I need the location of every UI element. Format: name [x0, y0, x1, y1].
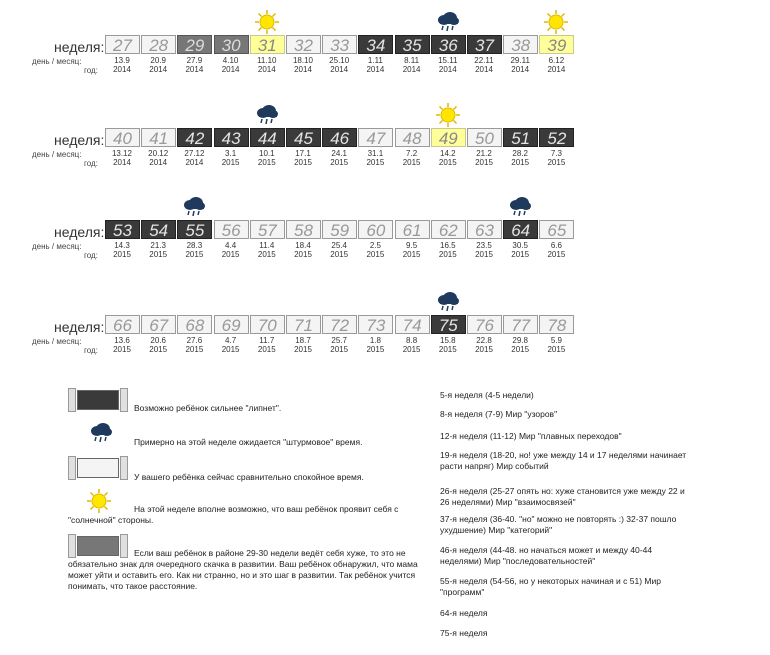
week-cell-44: 44	[250, 128, 285, 147]
milestone-item: 12-я неделя (11-12) Мир "плавных переходов"	[440, 431, 622, 441]
date-year: 2015	[149, 250, 168, 259]
storm-cloud-icon	[181, 194, 207, 220]
week-label: неделя:	[54, 39, 105, 55]
week-date	[249, 56, 285, 74]
week-date	[430, 241, 466, 259]
day-month-label: день / месяц:	[32, 57, 82, 66]
storm-cloud-icon	[88, 420, 114, 446]
date-year: 2014	[113, 65, 131, 74]
week-cell-38: 38	[503, 35, 538, 54]
week-cell-30: 30	[214, 35, 249, 54]
week-cell-62: 62	[431, 220, 466, 239]
date-year: 2014	[149, 158, 168, 167]
date-day-month: 18.7	[295, 336, 311, 345]
date-day-month: 5.9	[550, 336, 562, 345]
week-date	[104, 56, 140, 74]
date-year: 2014	[475, 65, 493, 74]
week-cell-33: 33	[322, 35, 357, 54]
week-cell-52: 52	[539, 128, 574, 147]
week-date	[176, 336, 212, 354]
sun-icon	[254, 9, 280, 35]
week-date	[466, 149, 502, 167]
legend-text-light: У вашего ребёнка сейчас сравнительно спокойное время.	[134, 472, 364, 482]
date-year: 2015	[257, 250, 276, 259]
week-date	[394, 241, 430, 259]
week-cell-57: 57	[250, 220, 285, 239]
day-month-label: день / месяц:	[32, 337, 82, 346]
week-date	[357, 241, 393, 259]
week-cell-78: 78	[539, 315, 574, 334]
legend-text-dark: Возможно ребёнок сильнее "липнет".	[134, 403, 282, 413]
date-year: 2015	[475, 250, 493, 259]
date-day-month: 15.8	[440, 336, 456, 345]
week-cell-74: 74	[395, 315, 430, 334]
week-cell-63: 63	[467, 220, 502, 239]
milestone-item: 37-я неделя (36-40. "но" можно не повторять :) 32-37 пошло ухудшение) Мир "категорий"	[440, 514, 677, 535]
week-date	[213, 336, 249, 354]
week-cell-50: 50	[467, 128, 502, 147]
week-cell-64: 64	[503, 220, 538, 239]
date-day-month: 13.6	[114, 336, 130, 345]
week-cell-70: 70	[250, 315, 285, 334]
week-date	[249, 241, 285, 259]
week-cell-46: 46	[322, 128, 357, 147]
date-day-month: 1.8	[369, 336, 381, 345]
date-day-month: 20.6	[150, 336, 166, 345]
swatch-body	[77, 390, 119, 410]
week-date	[213, 56, 249, 74]
week-date	[176, 149, 212, 167]
date-year: 2015	[547, 250, 566, 259]
storm-cloud-icon	[507, 194, 533, 220]
week-date	[538, 56, 574, 74]
week-date	[394, 56, 430, 74]
date-day-month: 28.3	[186, 241, 203, 250]
date-day-month: 14.3	[114, 241, 130, 250]
date-year: 2014	[366, 65, 385, 74]
milestone-item: 75-я неделя	[440, 628, 488, 638]
week-cell-49: 49	[431, 128, 466, 147]
legend-text-storm: Примерно на этой неделе ожидается "штурмовое" время.	[134, 437, 363, 447]
week-date	[357, 336, 393, 354]
week-cell-68: 68	[177, 315, 212, 334]
week-date	[104, 149, 140, 167]
week-cell-54: 54	[141, 220, 176, 239]
year-label: год:	[84, 251, 98, 260]
week-cell-42: 42	[177, 128, 212, 147]
week-date	[213, 241, 249, 259]
week-cell-37: 37	[467, 35, 502, 54]
week-date	[249, 336, 285, 354]
week-date	[321, 149, 357, 167]
date-day-month: 25.4	[331, 241, 347, 250]
date-year: 2015	[221, 345, 240, 354]
date-day-month: 16.5	[440, 241, 456, 250]
week-cell-51: 51	[503, 128, 538, 147]
milestone-item: 55-я неделя (54-56, но у некоторых начиная и с 51) Мир "программ"	[440, 576, 661, 597]
date-day-month: 6.6	[550, 241, 562, 250]
week-cell-67: 67	[141, 315, 176, 334]
week-cell-72: 72	[322, 315, 357, 334]
date-day-month: 27.12	[184, 149, 205, 158]
year-label: год:	[84, 66, 98, 75]
date-day-month: 30.5	[512, 241, 528, 250]
date-year: 2014	[547, 65, 566, 74]
week-date	[394, 149, 430, 167]
storm-cloud-icon	[435, 289, 461, 315]
date-year: 2014	[149, 65, 168, 74]
date-year: 2015	[402, 158, 421, 167]
week-label: неделя:	[54, 132, 105, 148]
week-date	[104, 336, 140, 354]
legend-swatch-light	[68, 456, 128, 480]
milestone-item: 19-я неделя (18-20, но! уже между 14 и 17 неделями начинает расти напряг) Мир событий	[440, 450, 687, 471]
week-date	[466, 56, 502, 74]
date-year: 2015	[511, 345, 530, 354]
week-date	[357, 149, 393, 167]
week-date	[357, 56, 393, 74]
date-day-month: 4.4	[225, 241, 237, 250]
year-label: год:	[84, 159, 98, 168]
swatch-body	[77, 458, 119, 478]
date-year: 2014	[511, 65, 530, 74]
date-year: 2015	[511, 250, 530, 259]
date-day-month: 8.11	[404, 56, 420, 65]
week-cell-58: 58	[286, 220, 321, 239]
legend-swatch-dark	[68, 388, 128, 412]
week-date	[249, 149, 285, 167]
week-date	[285, 336, 321, 354]
milestone-item: 46-я неделя (44-48. но начаться может и между 40-44 неделями) Мир "последовательностей"	[440, 545, 653, 566]
date-year: 2015	[257, 345, 276, 354]
week-cell-76: 76	[467, 315, 502, 334]
week-date	[538, 241, 574, 259]
week-cell-73: 73	[358, 315, 393, 334]
week-cell-29: 29	[177, 35, 212, 54]
date-year: 2014	[221, 65, 240, 74]
sun-icon	[543, 9, 569, 35]
week-cell-28: 28	[141, 35, 176, 54]
date-year: 2015	[475, 158, 493, 167]
date-year: 2015	[330, 250, 349, 259]
week-date	[321, 241, 357, 259]
date-year: 2015	[221, 158, 240, 167]
week-date	[176, 56, 212, 74]
date-year: 2014	[330, 65, 349, 74]
legend-text-mid: Если ваш ребёнок в районе 29-30 недели ведёт себя хуже, то это не обязательно знак для очередного скачка в развитии. Ваш ребёнок обнаружил, что мама может уйти и оставить его. Как ни странно, но и это шаг в развитии. Так ребёнок учится понимать, что такое расстояние.	[68, 548, 418, 591]
date-day-month: 15.11	[438, 56, 458, 65]
date-year: 2015	[366, 250, 385, 259]
date-year: 2015	[257, 158, 276, 167]
date-day-month: 22.8	[476, 336, 492, 345]
week-cell-69: 69	[214, 315, 249, 334]
date-day-month: 13.12	[111, 149, 133, 158]
week-date	[140, 241, 176, 259]
date-year: 2015	[185, 345, 204, 354]
date-year: 2015	[149, 345, 168, 354]
swatch-frame-right	[120, 388, 128, 412]
week-label: неделя:	[54, 224, 105, 240]
date-day-month: 1.11	[367, 56, 383, 65]
date-year: 2015	[475, 345, 493, 354]
week-cell-34: 34	[358, 35, 393, 54]
week-date	[502, 336, 538, 354]
year-label: год:	[84, 346, 98, 355]
date-day-month: 25.7	[331, 336, 347, 345]
week-date	[538, 149, 574, 167]
milestone-item: 64-я неделя	[440, 608, 488, 618]
week-cell-60: 60	[358, 220, 393, 239]
date-year: 2015	[294, 250, 312, 259]
date-day-month: 29.11	[510, 56, 530, 65]
date-day-month: 2.5	[369, 241, 381, 250]
date-day-month: 31.1	[367, 149, 384, 158]
date-year: 2014	[185, 65, 204, 74]
date-year: 2015	[547, 158, 566, 167]
week-date	[502, 56, 538, 74]
date-day-month: 21.3	[150, 241, 166, 250]
week-cell-32: 32	[286, 35, 321, 54]
date-year: 2015	[438, 250, 457, 259]
week-cell-40: 40	[105, 128, 140, 147]
week-label: неделя:	[54, 319, 105, 335]
swatch-frame-left	[68, 388, 76, 412]
date-year: 2015	[402, 345, 421, 354]
week-date	[321, 56, 357, 74]
date-day-month: 7.2	[406, 149, 418, 158]
date-year: 2015	[113, 250, 131, 259]
date-year: 2014	[185, 158, 204, 167]
date-year: 2015	[366, 158, 385, 167]
date-day-month: 7.3	[550, 149, 562, 158]
date-day-month: 10.1	[259, 149, 275, 158]
milestone-item: 8-я неделя (7-9) Мир "узоров"	[440, 409, 558, 419]
legend-text-sun: На этой неделе вполне возможно, что ваш ребёнок проявит себя с "солнечной" стороны.	[68, 504, 399, 525]
milestone-item: 5-я неделя (4-5 недели)	[440, 390, 534, 400]
date-year: 2015	[330, 345, 349, 354]
week-cell-36: 36	[431, 35, 466, 54]
week-cell-61: 61	[395, 220, 430, 239]
date-day-month: 24.1	[331, 149, 347, 158]
week-cell-75: 75	[431, 315, 466, 334]
date-day-month: 11.7	[259, 336, 275, 345]
date-day-month: 25.10	[329, 56, 350, 65]
week-cell-47: 47	[358, 128, 393, 147]
week-cell-35: 35	[395, 35, 430, 54]
week-date	[502, 149, 538, 167]
date-year: 2015	[511, 158, 530, 167]
week-date	[466, 336, 502, 354]
week-cell-66: 66	[105, 315, 140, 334]
storm-cloud-icon	[435, 9, 461, 35]
week-date	[285, 56, 321, 74]
sun-icon	[435, 102, 461, 128]
date-day-month: 21.2	[476, 149, 492, 158]
date-year: 2014	[402, 65, 421, 74]
date-day-month: 20.12	[148, 149, 169, 158]
date-day-month: 18.10	[292, 56, 314, 65]
day-month-label: день / месяц:	[32, 150, 82, 159]
date-year: 2014	[257, 65, 276, 74]
week-cell-56: 56	[214, 220, 249, 239]
date-year: 2015	[113, 345, 131, 354]
week-date	[538, 336, 574, 354]
week-cell-27: 27	[105, 35, 140, 54]
date-day-month: 11.10	[257, 56, 277, 65]
week-cell-65: 65	[539, 220, 574, 239]
week-date	[430, 149, 466, 167]
week-date	[285, 241, 321, 259]
date-day-month: 23.5	[476, 241, 492, 250]
week-date	[176, 241, 212, 259]
week-date	[321, 336, 357, 354]
week-date	[104, 241, 140, 259]
date-year: 2015	[438, 345, 457, 354]
date-year: 2015	[294, 345, 312, 354]
date-day-month: 3.1	[225, 149, 237, 158]
storm-cloud-icon	[254, 102, 280, 128]
week-cell-39: 39	[539, 35, 574, 54]
week-cell-59: 59	[322, 220, 357, 239]
date-day-month: 29.8	[512, 336, 528, 345]
swatch-frame-left	[68, 456, 76, 480]
date-year: 2015	[185, 250, 204, 259]
date-year: 2015	[221, 250, 240, 259]
week-cell-53: 53	[105, 220, 140, 239]
date-day-month: 17.1	[295, 149, 311, 158]
date-day-month: 28.2	[512, 149, 528, 158]
week-date	[466, 241, 502, 259]
swatch-frame-right	[120, 456, 128, 480]
date-day-month: 9.5	[406, 241, 418, 250]
date-day-month: 4.7	[225, 336, 237, 345]
date-day-month: 14.2	[440, 149, 456, 158]
week-cell-71: 71	[286, 315, 321, 334]
date-year: 2014	[113, 158, 131, 167]
week-cell-41: 41	[141, 128, 176, 147]
date-day-month: 8.8	[406, 336, 418, 345]
date-year: 2015	[402, 250, 421, 259]
date-day-month: 13.9	[114, 56, 130, 65]
week-cell-77: 77	[503, 315, 538, 334]
week-cell-31: 31	[250, 35, 285, 54]
week-date	[140, 56, 176, 74]
week-cell-45: 45	[286, 128, 321, 147]
date-day-month: 6.12	[548, 56, 565, 65]
week-date	[430, 336, 466, 354]
date-day-month: 11.4	[259, 241, 275, 250]
week-date	[213, 149, 249, 167]
date-day-month: 20.9	[150, 56, 166, 65]
week-cell-55: 55	[177, 220, 212, 239]
week-cell-48: 48	[395, 128, 430, 147]
date-day-month: 18.4	[295, 241, 311, 250]
date-year: 2014	[294, 65, 312, 74]
date-day-month: 27.6	[186, 336, 203, 345]
date-day-month: 22.11	[474, 56, 494, 65]
date-year: 2015	[294, 158, 312, 167]
date-day-month: 4.10	[222, 56, 239, 65]
milestone-item: 26-я неделя (25-27 опять но: хуже становится уже между 22 и 26 неделями) Мир "взаимосвязей"	[440, 486, 685, 507]
date-year: 2014	[438, 65, 457, 74]
week-date	[430, 56, 466, 74]
date-year: 2015	[330, 158, 349, 167]
date-year: 2015	[366, 345, 385, 354]
week-date	[140, 336, 176, 354]
date-day-month: 27.9	[186, 56, 203, 65]
date-year: 2015	[547, 345, 566, 354]
day-month-label: день / месяц:	[32, 242, 82, 251]
week-date	[285, 149, 321, 167]
date-year: 2015	[438, 158, 457, 167]
week-date	[502, 241, 538, 259]
week-cell-43: 43	[214, 128, 249, 147]
week-date	[140, 149, 176, 167]
week-date	[394, 336, 430, 354]
